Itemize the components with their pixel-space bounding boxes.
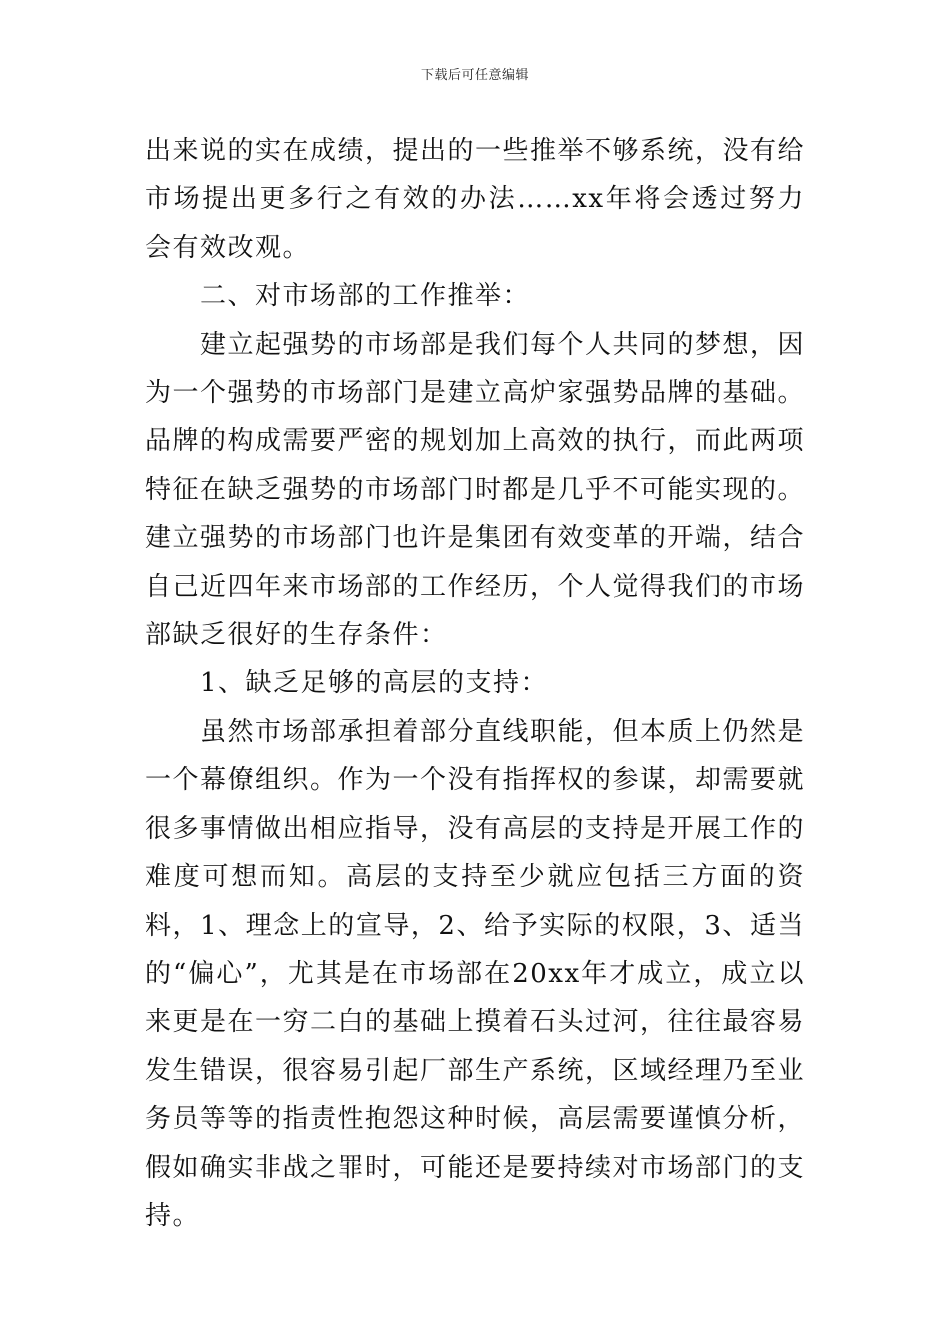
subsection-heading: 1、缺乏足够的高层的支持：: [200, 668, 549, 699]
paragraph-senior-support: 虽然市场部承担着部分直线职能，但本质上仍然是一个幕僚组织。作为一个没有指挥权的参谋，却需要就很多事情做出相应指导，没有高层的支持是开展工作的难度可想而知。高层的支持至少就应包括三方面的资料，1、理念上的宣导，2、给予实际的权限，3、适当的“偏心”，尤其是在市场部在20xx年才成立，成立以来更是在一穷二白的基础上摸着石头过河，往往最容易发生错误，很容易引起厂部生产系统，区域经理乃至业务员等等的指责性抱怨这种时候，高层需要谨慎分析，假如确实非战之罪时，可能还是要持续对市场部门的支持。: [145, 716, 806, 1231]
paragraph-continuation: 出来说的实在成绩，提出的一些推举不够系统，没有给市场提出更多行之有效的办法……xx年将会透过努力会有效改观。: [145, 136, 806, 263]
page-header: 下载后可任意编辑: [420, 68, 529, 83]
paragraph-strong-market-dept: 建立起强势的市场部是我们每个人共同的梦想，因为一个强势的市场部门是建立高炉家强势品牌的基础。品牌的构成需要严密的规划加上高效的执行，而此两项特征在缺乏强势的市场部门时都是几乎不可能实现的。建立强势的市场部门也许是集团有效变革的开端，结合自己近四年来市场部的工作经历，个人觉得我们的市场部缺乏很好的生存条件：: [145, 329, 806, 651]
section-heading: 二、对市场部的工作推举：: [200, 281, 531, 312]
document-body: [145, 127, 805, 1240]
